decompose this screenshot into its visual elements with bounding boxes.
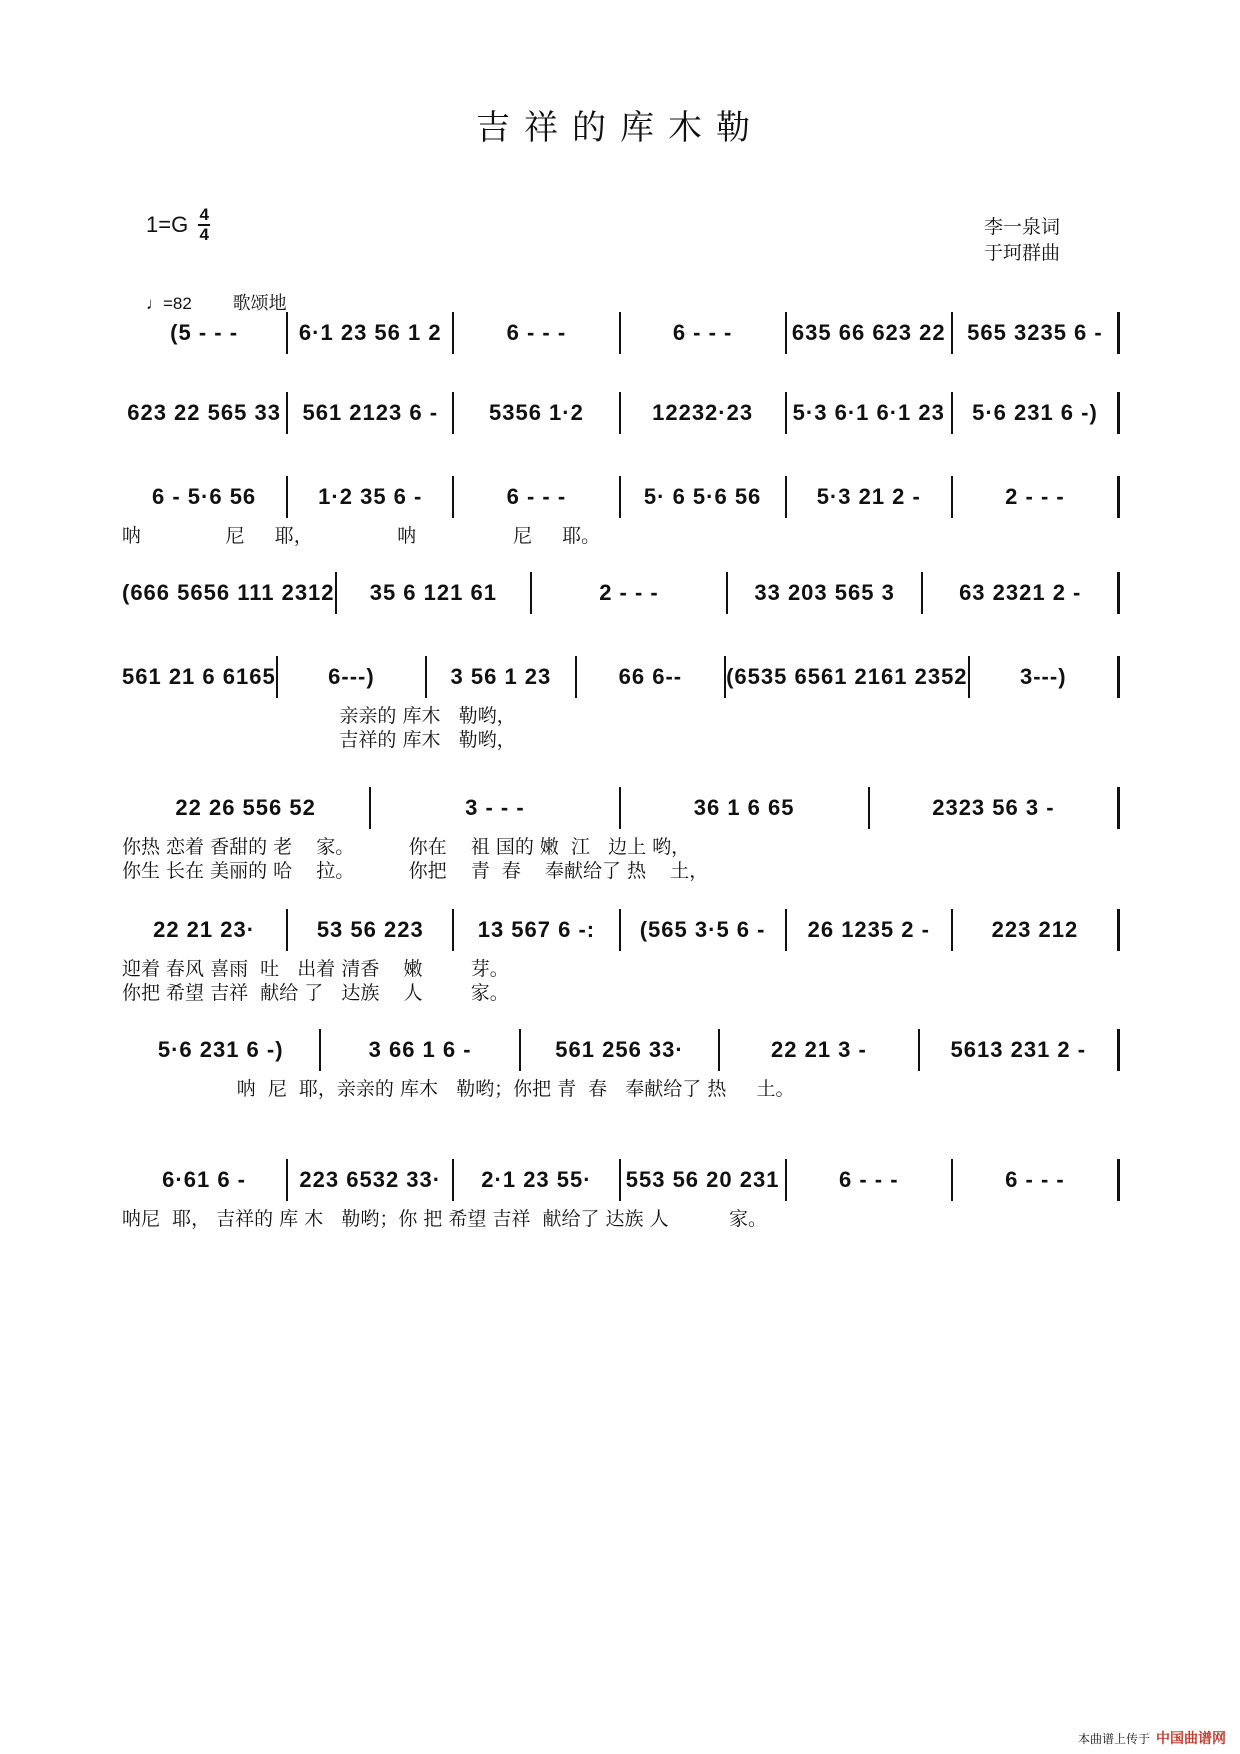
upload-text: 本曲谱上传于 (1077, 1731, 1150, 1746)
measure: 561 256 33· (521, 1029, 720, 1071)
measure: 3 56 1 23 (427, 656, 576, 698)
measure: 6---) (278, 656, 427, 698)
notation-row (122, 1165, 1120, 1195)
measure: 6 - 5·6 56 (122, 476, 288, 518)
measure: 13 567 6 -: (454, 909, 620, 951)
notation-row (122, 578, 1120, 608)
measure: 12232·23 (621, 392, 787, 434)
measure: 5· 6 5·6 56 (621, 476, 787, 518)
performance-style: 歌颂地 (232, 293, 287, 314)
measure: 5·3 21 2 - (787, 476, 953, 518)
score-system (122, 482, 1120, 548)
measure: 223 6532 33· (288, 1159, 454, 1201)
time-signature (198, 206, 210, 244)
score-system (122, 915, 1120, 1005)
credits (984, 214, 1060, 266)
measure: 5·6 231 6 -) (122, 1029, 321, 1071)
lyric-line: 亲亲的 库木 勒哟， (122, 705, 516, 727)
lyric-line: 呐尼 耶， 吉祥的 库 木 勒哟；你 把 希望 吉祥 献给了 达族 人 家。 (122, 1208, 767, 1230)
measure: 6·1 23 56 1 2 (288, 312, 454, 354)
measure: (5 - - - (122, 312, 288, 354)
measure: 66 6-- (577, 656, 726, 698)
measure: 1·2 35 6 - (288, 476, 454, 518)
measure: 6·61 6 - (122, 1159, 288, 1201)
measure: 5·6 231 6 -) (953, 392, 1120, 434)
notation-row (122, 318, 1120, 348)
notation-row (122, 793, 1120, 823)
notation-row (122, 1035, 1120, 1065)
measure: 33 203 565 3 (728, 572, 924, 614)
site-logo: 中国曲谱网 (1156, 1731, 1226, 1747)
measure: 5·3 6·1 6·1 23 (787, 392, 953, 434)
lyric-line: 你热 恋着 香甜的 老 家。 你在 祖 国的 嫩 江 边上 哟， (122, 836, 691, 858)
measure: 3 66 1 6 - (321, 1029, 520, 1071)
score-system (122, 398, 1120, 428)
measure: 5613 231 2 - (920, 1029, 1120, 1071)
notation-row (122, 662, 1120, 692)
lyric-line: 呐 尼 耶， 呐 尼 耶。 (122, 525, 601, 547)
measure: 22 26 556 52 (122, 787, 371, 829)
notation-row (122, 482, 1120, 512)
measure: 223 212 (953, 909, 1120, 951)
lyric-line: 呐 尼 耶，亲亲的 库木 勒哟；你把 青 春 奉献给了 热 土。 (122, 1078, 795, 1100)
measure: 2 - - - (953, 476, 1120, 518)
page-title: 吉祥的库木勒 (476, 108, 764, 148)
measure: 561 21 6 6165 (122, 656, 278, 698)
measure: 63 2321 2 - (923, 572, 1120, 614)
measure: 2323 56 3 - (870, 787, 1120, 829)
measure: 5356 1·2 (454, 392, 620, 434)
score-system (122, 793, 1120, 883)
lyricist: 李一泉词 (984, 216, 1061, 238)
time-signature-top: 4 (199, 205, 209, 224)
composer: 于珂群曲 (984, 242, 1061, 264)
measure: 553 56 20 231 (621, 1159, 787, 1201)
footer (1078, 1728, 1226, 1748)
lyric-line: 你把 希望 吉祥 献给 了 达族 人 家。 (122, 982, 509, 1004)
tempo-value: ♩=82 (146, 294, 192, 313)
measure: 22 21 3 - (720, 1029, 919, 1071)
measure: 6 - - - (621, 312, 787, 354)
lyric-line: 吉祥的 库木 勒哟， (122, 729, 516, 751)
score-system (122, 1035, 1120, 1101)
measure: 6 - - - (953, 1159, 1120, 1201)
measure: 22 21 23· (122, 909, 288, 951)
measure: (666 5656 111 2312 (122, 572, 337, 614)
measure: 6 - - - (787, 1159, 953, 1201)
measure: 623 22 565 33 (122, 392, 288, 434)
notation-row (122, 915, 1120, 945)
measure: 561 2123 6 - (288, 392, 454, 434)
lyric-line: 迎着 春风 喜雨 吐 出着 清香 嫩 芽。 (122, 958, 509, 980)
measure: 36 1 6 65 (621, 787, 870, 829)
measure: (6535 6561 2161 2352 (726, 656, 969, 698)
measure: (565 3·5 6 - (621, 909, 787, 951)
measure: 565 3235 6 - (953, 312, 1120, 354)
lyric-line: 你生 长在 美丽的 哈 拉。 你把 青 春 奉献给了 热 土， (122, 860, 709, 882)
measure: 26 1235 2 - (787, 909, 953, 951)
measure: 35 6 121 61 (337, 572, 533, 614)
key-signature (146, 206, 210, 244)
measure: 3---) (970, 656, 1120, 698)
time-signature-bottom: 4 (199, 225, 209, 244)
measure: 6 - - - (454, 476, 620, 518)
key-label: 1=G (146, 212, 189, 237)
score-system (122, 662, 1120, 752)
measure: 2·1 23 55· (454, 1159, 620, 1201)
score-system (122, 1165, 1120, 1231)
notation-row (122, 398, 1120, 428)
measure: 635 66 623 22 (787, 312, 953, 354)
measure: 3 - - - (371, 787, 620, 829)
measure: 53 56 223 (288, 909, 454, 951)
score-system (122, 578, 1120, 608)
measure: 2 - - - (532, 572, 728, 614)
measure: 6 - - - (454, 312, 620, 354)
score-system (122, 318, 1120, 348)
